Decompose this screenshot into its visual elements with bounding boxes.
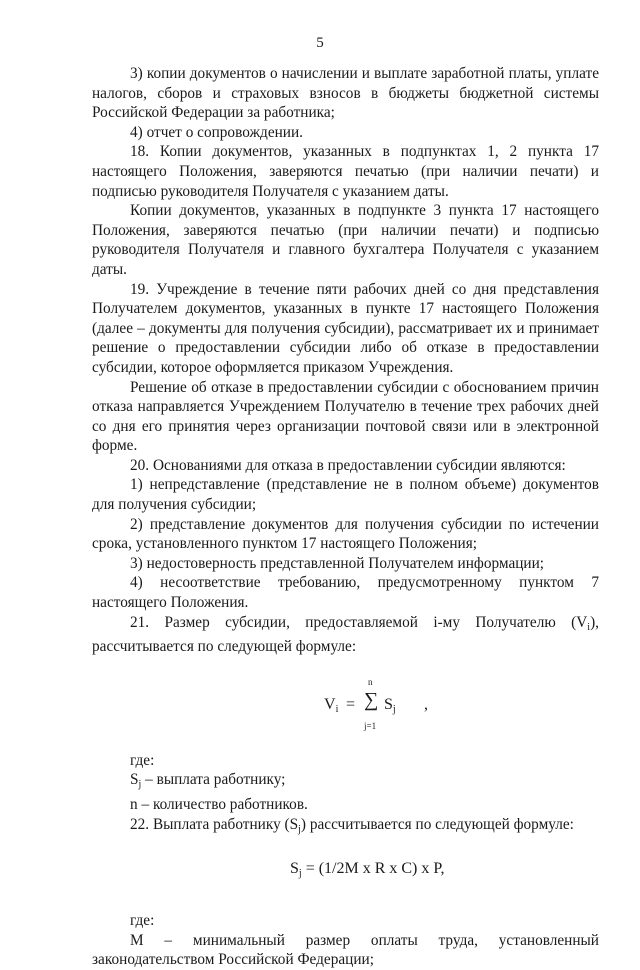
formula-term: $S_j$ [384,695,396,715]
formula-subsidy-sum [92,671,599,741]
paragraph-item-3: 3) копии документов о начислении и выплате заработной платы, уплате налогов, сборов и страховых взносов в бюджеты бюджетной системы Российской Федерации за работника; [92,65,599,122]
formula-payment: $S_j = (1/2M$ x R x C) x P, [290,860,445,880]
page-number: 5 [316,35,324,51]
paragraph-20-item-3: 3) недостоверность представленной Получателем информации; [130,554,545,572]
paragraph-19: 19. Учреждение в течение пяти рабочих дней со дня представления Получателем документов, указанных в пункте 17 настоящего Положения (далее – документы для получения субсидии), рассматривает их и принимает решение о предоставлении субсидии либо об отказе в предоставлении субсидии, которое оформляется приказом Учреждения. [92,280,599,376]
formula-sum-upper: n [368,676,373,687]
paragraph-19-refusal: Решение об отказе в предоставлении субсидии с обоснованием причин отказа направляется Учреждением Получателю в течение трех рабочих дней со дня его принятия через организации почтовой связи или в электронной форме. [92,378,599,455]
paragraph-20-item-4: 4) несоответствие требованию, предусмотренному пунктом 7 настоящего Положения. [92,574,599,612]
formula-lhs: $V_i$ [324,695,339,715]
paragraph-18-copies: Копии документов, указанных в подпункте 3 пункта 17 настоящего Положения, заверяются печатью (при наличии печати) и подписью руководителя Получателя и главного бухгалтера Получателя с указанием даты. [92,202,599,278]
paragraph-20-item-2: 2) представление документов для получения субсидии по истечении срока, установленного пунктом 17 настоящего Положения; [92,515,599,553]
paragraph-22: 22. Выплата работнику $(S_j)$ рассчитывается по следующей формуле: [130,815,574,835]
formula-equals: = [346,695,356,713]
document-body [92,64,599,970]
where-label-1: где: [130,751,155,769]
paragraph-18: 18. Копии документов, указанных в подпунктах 1, 2 пункта 17 настоящего Положения, заверяются печатью (при наличии печати) и подписью руководителя Получателя с указанием даты. [92,143,599,200]
definition-sj: $S_j$ – выплата работнику; [130,771,286,791]
formula-sum-lower: j=1 [364,720,377,731]
where-label-2: где: [130,912,155,930]
definition-m: М – минимальный размер оплаты труда, установленный законодательством Российской Федерации; [92,931,599,969]
sigma-icon: ∑ [364,688,379,711]
definition-n: n – количество работников. [130,796,308,813]
paragraph-item-4: 4) отчет о сопровождении. [130,123,303,141]
formula-comma: , [424,695,428,713]
paragraph-20: 20. Основаниями для отказа в предоставлении субсидии являются: [130,456,566,474]
paragraph-21: 21. Размер субсидии, предоставляемой i-му Получателю $(V_i)$, рассчитывается по следующей формуле: [92,613,599,656]
paragraph-20-item-1: 1) непредставление (представление не в полном объеме) документов для получения субсидии; [92,476,599,514]
